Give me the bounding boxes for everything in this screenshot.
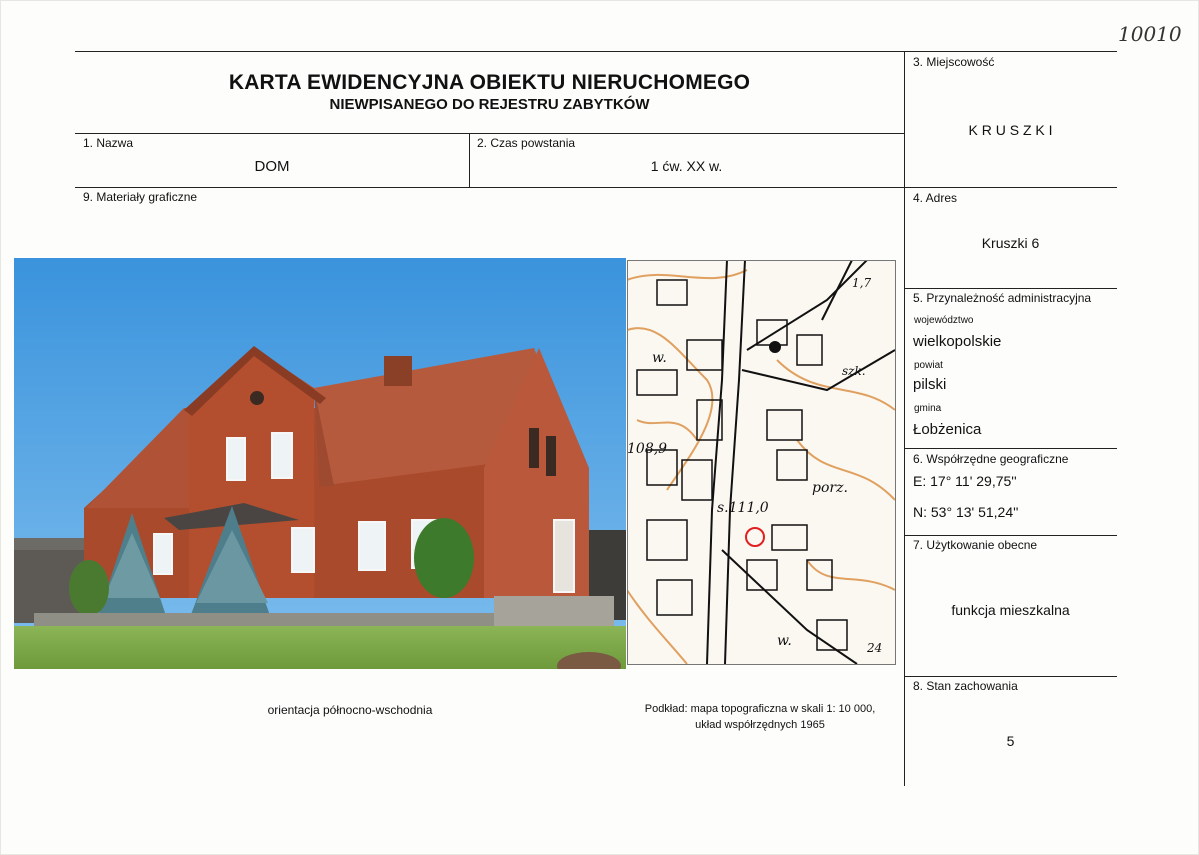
rule-condition [904, 676, 1117, 677]
coords-east: E: 17° 11' 29,75'' [913, 473, 1017, 489]
locality-value: K R U S Z K I [968, 122, 1053, 138]
map-label-w2: w. [777, 633, 792, 649]
rule-coords [904, 448, 1117, 449]
map-caption-line1: Podkład: mapa topograficzna w skali 1: 10 000, [644, 703, 876, 715]
map-frame [627, 260, 896, 665]
condition-label: 8. Stan zachowania [913, 679, 1018, 693]
top-rule [75, 51, 1117, 52]
map-label-porz: porz. [812, 480, 848, 496]
name-label: 1. Nazwa [83, 136, 134, 150]
commune-label: gmina [914, 403, 942, 414]
map-label-24: 24 [867, 641, 883, 655]
address-value: Kruszki 6 [981, 235, 1040, 251]
rule-fields-bottom [75, 187, 1117, 188]
county-label: powiat [914, 360, 943, 371]
rule-fields-top [75, 133, 904, 134]
house-photo [14, 258, 626, 669]
document-subtitle: NIEWPISANEGO DO REJESTRU ZABYTKÓW [329, 96, 650, 113]
admin-label: 5. Przynależność administracyjna [913, 291, 1092, 305]
address-label: 4. Adres [913, 191, 958, 205]
rule-admin [904, 288, 1117, 289]
document-title: KARTA EWIDENCYJNA OBIEKTU NIERUCHOMEGO [228, 71, 751, 94]
coords-north: N: 53° 13' 51,24'' [913, 504, 1019, 520]
created-label: 2. Czas powstania [477, 136, 576, 150]
map-label-szk: szk. [842, 364, 866, 378]
county-value: pilski [913, 376, 947, 393]
map-elevation-2: s.111,0 [717, 500, 769, 516]
rule-usage [904, 535, 1117, 536]
created-value: 1 ćw. XX w. [650, 158, 723, 174]
commune-value: Łobżenica [913, 421, 982, 438]
photo-caption: orientacja północno-wschodnia [267, 703, 433, 717]
map-label-17: 1,7 [852, 276, 872, 290]
map-caption-line2: układ współrzędnych 1965 [695, 719, 825, 731]
usage-label: 7. Użytkowanie obecne [913, 538, 1038, 552]
voivodeship-value: wielkopolskie [913, 333, 1002, 350]
condition-value: 5 [1006, 733, 1015, 749]
map-label-w: w. [652, 350, 667, 366]
voivodeship-label: województwo [914, 315, 974, 326]
name-value: DOM [254, 158, 290, 175]
usage-value: funkcja mieszkalna [951, 602, 1070, 618]
map-elevation-1: 108,9 [627, 441, 668, 457]
inventory-number: 10010 [1118, 22, 1182, 46]
graphics-label: 9. Materiały graficzne [83, 190, 198, 204]
locality-label: 3. Miejscowość [913, 55, 995, 69]
coords-label: 6. Współrzędne geograficzne [913, 452, 1069, 466]
